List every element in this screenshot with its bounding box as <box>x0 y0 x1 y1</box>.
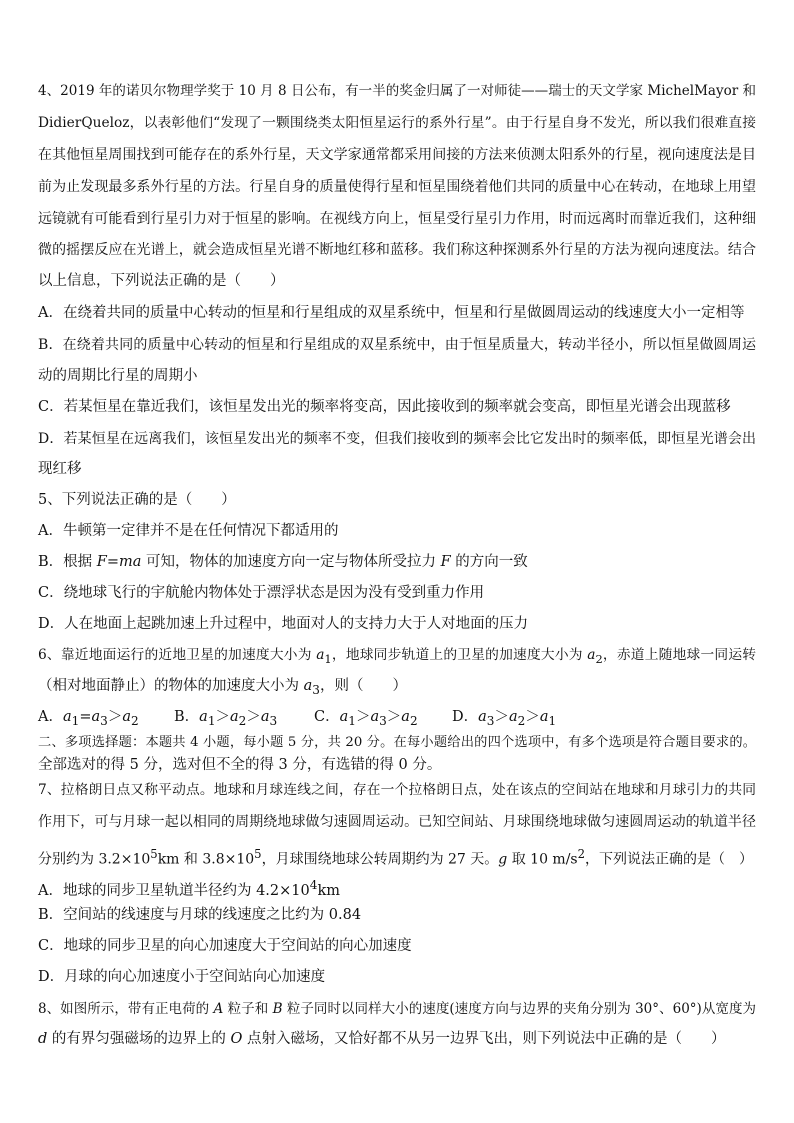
q6-operator: ＞ <box>386 709 402 725</box>
q6-symbol-a: a <box>539 709 549 725</box>
q7-option-d: D．月球的向心加速度小于空间站向心加速度 <box>38 969 326 985</box>
q6-sub: 3 <box>269 713 278 728</box>
q6-sub: 1 <box>348 713 356 728</box>
q6-symbol-a: a <box>260 709 270 725</box>
q7-stem-line3 <box>38 845 756 868</box>
q6-symbol-a: a <box>587 647 596 663</box>
q8-symbol-a: A <box>213 1001 224 1017</box>
q8-symbol-o: O <box>230 1031 243 1047</box>
q8-symbol-d: d <box>38 1031 48 1047</box>
q8-text: 8、如图所示，带有正电荷的 <box>38 1001 214 1017</box>
q4-option-a: A．在绕着共同的质量中心转动的恒星和行星组成的双星系统中，恒星和行星做圆周运动的线速度大小一定相等 <box>38 305 745 321</box>
q4-stem-line: DidierQueloz，以表彰他们“发现了一颗围绕类太阳恒星运行的系外行星”。由于行星自身不发光，所以我们很难直接 <box>38 115 756 131</box>
q6-option-b <box>174 708 277 730</box>
q6-sub: 1 <box>71 713 80 728</box>
q4-option-b: B．在绕着共同的质量中心转动的恒星和行星组成的双星系统中，由于恒星质量大，转动半径小，所以恒星做圆周运 <box>38 337 756 353</box>
q7-text: A．地球的同步卫星轨道半径约为 4.2×10 <box>38 882 310 899</box>
q5-option-b <box>38 553 756 571</box>
q7-stem-line2: 作用下，可与月球一起以相同的周期绕地球做匀速圆周运动。已知空间站、月球围绕地球做匀速圆周运动的轨道半径 <box>38 814 756 830</box>
q6-sub: 1 <box>324 651 332 666</box>
q6-stem-line1 <box>38 646 756 664</box>
q6-text: ，地球同步轨道上的卫星的加速度大小为 <box>331 647 588 663</box>
q5-option-a: A．牛顿第一定律并不是在任何情况下都适用的 <box>38 523 339 539</box>
q8-text: 粒子同时以同样大小的速度(速度方向与边界的夹角分别为 30°、60°)从宽度为 <box>282 1001 756 1017</box>
q6-operator: ＞ <box>215 709 230 725</box>
q5-option-b-text: 可知，物体的加速度方向一定与物体所受拉力 <box>141 554 441 570</box>
q4-option-b-cont: 动的周期比行星的周期小 <box>38 368 198 384</box>
q7-option-b: B．空间站的线速度与月球的线速度之比约为 0.84 <box>38 907 362 923</box>
q8-symbol-b: B <box>272 1001 283 1017</box>
q7-text: 取 10 m/s <box>507 851 578 868</box>
q7-text: km 和 3.8×10 <box>157 851 255 868</box>
q5-option-b-text: 的方向一致 <box>450 554 528 570</box>
q4-option-d-cont: 现红移 <box>38 461 82 477</box>
q4-stem-line: 在其他恒星周围找到可能存在的系外行星，天文学家通常都采用间接的方法来侦测太阳系外的行星，视向速度法是目 <box>38 147 756 163</box>
q7-text: 分别约为 3.2×10 <box>38 851 151 868</box>
q7-option-c: C．地球的同步卫星的向心加速度大于空间站的向心加速度 <box>38 938 412 954</box>
q6-sub: 2 <box>517 713 526 728</box>
q6-sub: 3 <box>312 682 320 697</box>
q6-symbol-a: a <box>122 709 131 725</box>
q4-stem-line: 以上信息，下列说法正确的是（ ） <box>38 273 285 289</box>
q5-option-c: C．绕地球飞行的宇航舱内物体处于漂浮状态是因为没有受到重力作用 <box>38 585 485 601</box>
q4-stem-line: 远镜就有可能看到行星引力对于恒星的影响。在视线方向上，恒星受行星引力作用，时而远离时而靠近我们，这种细 <box>38 211 756 227</box>
q6-operator: ＞ <box>246 709 261 725</box>
q6-option-label: C． <box>314 709 340 725</box>
q6-text: ，则（ ） <box>319 678 407 694</box>
q6-text: 6、靠近地面运行的近地卫星的加速度大小为 <box>38 647 317 663</box>
q6-symbol-a: a <box>508 709 518 725</box>
q6-text: （相对地面静止）的物体的加速度大小为 <box>38 678 304 694</box>
q4-option-c: C．若某恒星在靠近我们，该恒星发出光的频率将变高，因此接收到的频率就会变高，即恒星光谱会出现蓝移 <box>38 399 731 415</box>
q5-symbol-f: F <box>440 554 451 570</box>
q7-exponent: 2 <box>577 847 586 861</box>
q6-symbol-a: a <box>370 709 380 725</box>
q6-symbol-a: a <box>316 647 325 663</box>
q6-operator: ＞ <box>494 709 509 725</box>
q6-symbol-a: a <box>303 678 313 694</box>
q6-sub: 3 <box>100 713 108 728</box>
q8-stem-line2 <box>38 1030 756 1048</box>
q6-operator: ＞ <box>525 709 540 725</box>
q6-symbol-a: a <box>339 709 349 725</box>
q7-exponent: 5 <box>254 847 262 861</box>
q5-stem: 5、下列说法正确的是（ ） <box>38 492 236 508</box>
section-heading: 二、多项选择题：本题共 4 小题，每小题 5 分，共 20 分。在每小题给出的四个选项中，有多个选项是符合题目要求的。 <box>38 735 756 750</box>
q6-stem-line2 <box>38 677 756 695</box>
q5-option-d: D．人在地面上起跳加速上升过程中，地面对人的支持力大于人对地面的压力 <box>38 616 529 632</box>
q5-option-b-text: B．根据 <box>38 554 97 570</box>
q4-stem-line: 前为止发现最多系外行星的方法。行星自身的质量使得行星和恒星围绕着他们共同的质量中心在转动，在地球上用望 <box>38 179 756 195</box>
q6-option-label: B． <box>174 709 200 725</box>
q6-operator: = <box>79 709 92 725</box>
q6-options <box>38 708 756 726</box>
q6-option-c <box>314 708 418 730</box>
q6-symbol-a: a <box>230 709 239 725</box>
q8-text: 的有界匀强磁场的边界上的 <box>47 1031 231 1047</box>
q6-sub: 2 <box>130 713 139 728</box>
q7-text: km <box>317 882 340 899</box>
q6-symbol-a: a <box>62 709 72 725</box>
section-instructions: 全部选对的得 5 分，选对但不全的得 3 分，有选错的得 0 分。 <box>38 757 442 773</box>
q6-sub: 2 <box>409 713 418 728</box>
q6-option-label: A． <box>38 709 63 725</box>
q6-sub: 2 <box>238 713 247 728</box>
q6-symbol-a: a <box>478 709 487 725</box>
q7-exponent: 5 <box>150 847 158 861</box>
q7-symbol-g: g <box>498 851 508 868</box>
q7-text: ，月球围绕地球公转周期约为 27 天。 <box>261 851 499 868</box>
q6-sub: 1 <box>207 713 216 728</box>
q6-sub: 1 <box>548 713 557 728</box>
q6-text: ，赤道上随地球一同运转 <box>602 647 756 663</box>
q4-stem-line: 微的摇摆反应在光谱上，就会造成恒星光谱不断地红移和蓝移。我们称这种探测系外行星的方法为视向速度法。结合 <box>38 242 756 258</box>
q6-sub: 3 <box>486 713 495 728</box>
q6-operator: ＞ <box>355 709 371 725</box>
q6-option-a <box>38 708 139 730</box>
q6-symbol-a: a <box>199 709 208 725</box>
q6-symbol-a: a <box>401 709 410 725</box>
q5-formula: F=ma <box>96 554 142 570</box>
q6-option-label: D． <box>452 709 479 725</box>
q6-sub: 3 <box>379 713 387 728</box>
q4-stem-line: 4、2019 年的诺贝尔物理学奖于 10 月 8 日公布，有一半的奖金归属了一对师徒——瑞士的天文学家 MichelMayor 和 <box>38 83 756 99</box>
q7-exponent: 4 <box>309 878 318 892</box>
q4-option-d: D．若某恒星在远离我们，该恒星发出光的频率不变，但我们接收到的频率会比它发出时的频率低，即恒星光谱会出 <box>38 431 756 447</box>
q6-symbol-a: a <box>91 709 101 725</box>
q8-stem-line1 <box>38 1000 756 1018</box>
q6-sub: 2 <box>595 651 603 666</box>
q7-stem-line1: 7、拉格朗日点又称平动点。地球和月球连线之间，存在一个拉格朗日点，处在该点的空间站在地球和月球引力的共同 <box>38 782 756 798</box>
q6-operator: ＞ <box>107 709 123 725</box>
q7-text: ，下列说法正确的是（ ） <box>585 851 754 868</box>
q8-text: 粒子和 <box>223 1001 273 1017</box>
q7-option-a <box>38 876 756 899</box>
q8-text: 点射入磁场，又恰好都不从另一边界飞出，则下列说法中正确的是（ ） <box>242 1031 726 1047</box>
q6-option-d <box>452 708 556 730</box>
